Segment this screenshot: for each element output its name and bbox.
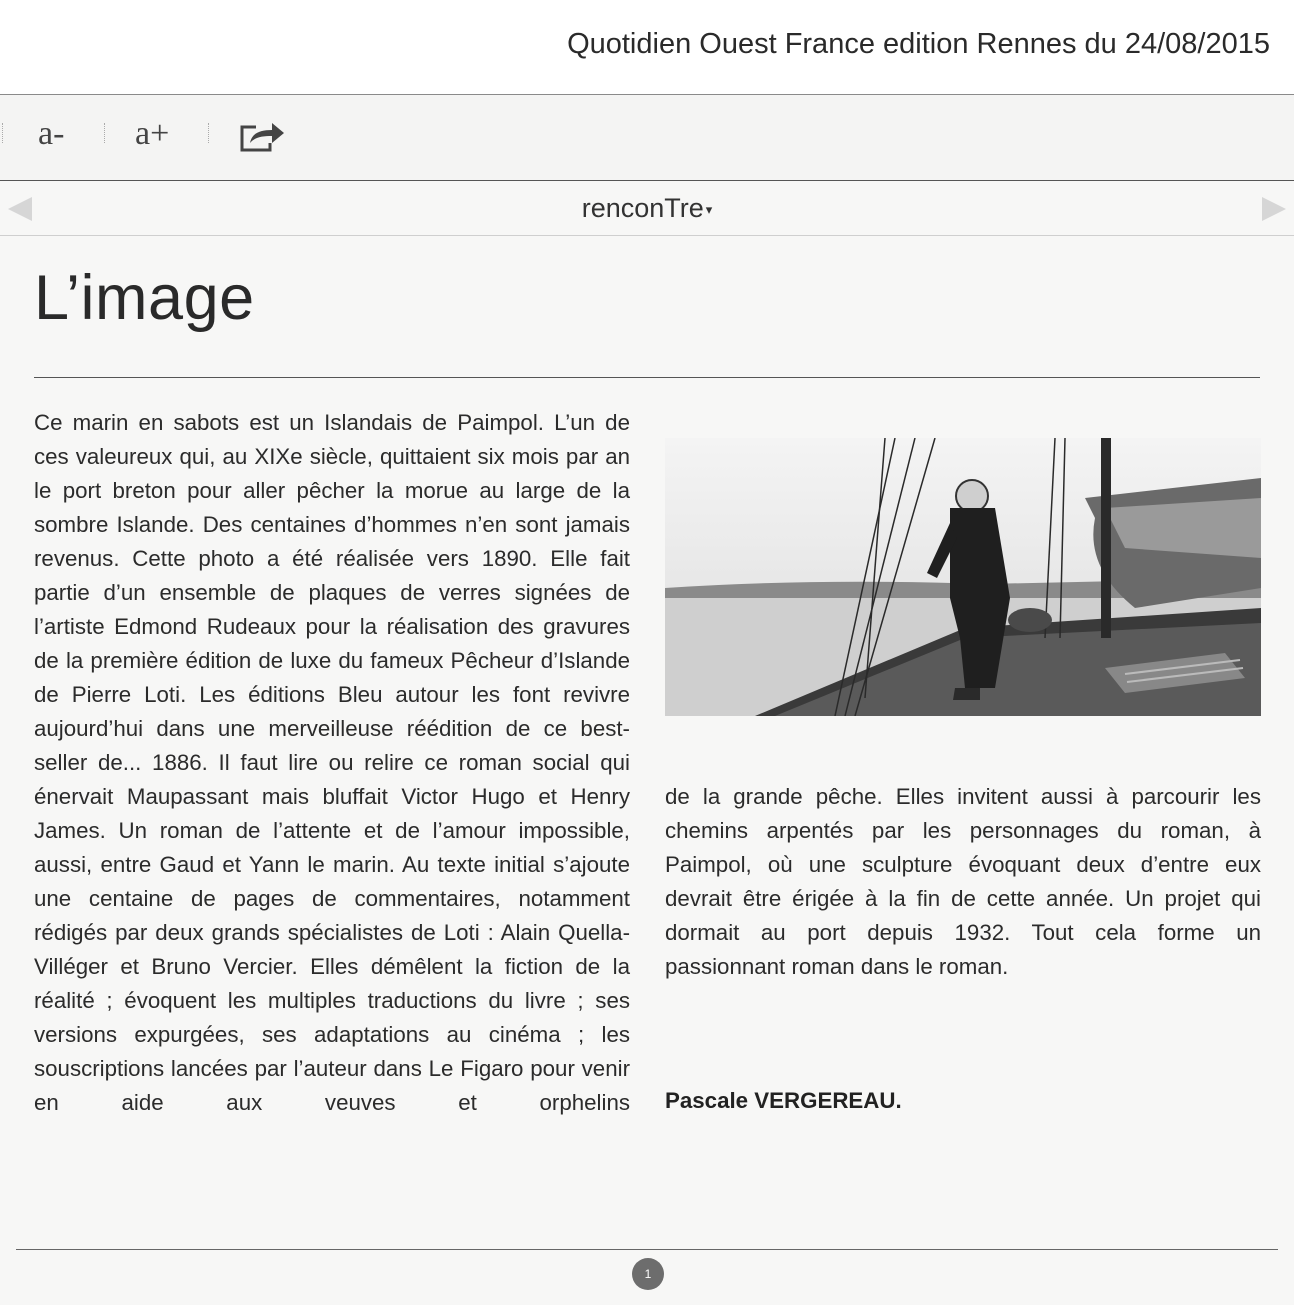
toolbar-divider: [208, 123, 210, 143]
share-button[interactable]: [238, 119, 288, 153]
article-body-left: Ce marin en sabots est un Islandais de Paimpol. L’un de ces valeureux qui, au XIXe siècle, quittaient six mois par an le port breton pour aller pêcher la morue au large de la sombre Islande. Des centaines d’hommes n’en sont jamais revenus. Cette photo a été réalisée vers 1890. Elle fait partie d’un ensemble de plaques de verres signées de l’artiste Edmond Rudeaux pour la réalisation des gravures de la première édition de luxe du fameux Pêcheur d’Islande de Pierre Loti. Les éditions Bleu autour les font revivre aujourd’hui dans une merveilleuse réédition de ce best-seller de... 1886. Il faut lire ou relire ce roman social qui énervait Maupassant mais bluffait Victor Hugo et Henry James. Un roman de l’attente et de l’amour impossible, aussi, entre Gaud et Yann le marin. Au texte initial s’ajoute une centaine de pages de commentaires, notamment rédigés par deux grands spécialistes de Loti : Alain Quella-Villéger et Bruno Vercier. Elles démêlent la fiction de la réalité ; évoquent les multiples traductions du livre ; ses versions expurgées, ses adaptations au cinéma ; les souscriptions lancées par l’auteur dans Le Figaro pour venir en aide aux veuves et orphelins: [34, 410, 630, 1115]
arrow-right-icon[interactable]: [1262, 197, 1286, 221]
article-body-right: de la grande pêche. Elles invitent aussi à parcourir les chemins arpentés par les personnages du roman, à Paimpol, où une sculpture évoquant deux d’entre eux devrait être érigée à la fin de cette année. Un projet qui dormait au port depuis 1932. Tout cela forme un passionnant roman dans le roman.: [665, 784, 1261, 979]
article-author: Pascale VERGEREAU.: [665, 1088, 902, 1113]
footer-divider: [16, 1249, 1278, 1250]
share-icon: [238, 119, 288, 153]
toolbar-divider: [2, 123, 4, 143]
title-divider: [34, 377, 1260, 378]
chevron-down-icon: ▾: [705, 201, 713, 217]
article-title: L’image: [34, 263, 255, 333]
publication-title: Quotidien Ouest France edition Rennes du 24/08/2015: [567, 28, 1270, 60]
header-bar: [0, 0, 1294, 95]
font-increase-button[interactable]: a+: [135, 115, 170, 152]
section-label: renconTre: [581, 193, 704, 223]
font-decrease-button[interactable]: a-: [38, 115, 65, 152]
toolbar-divider: [104, 123, 106, 143]
section-dropdown[interactable]: [0, 193, 1294, 224]
page-indicator[interactable]: 1: [632, 1258, 664, 1290]
section-navigation: [0, 181, 1294, 236]
article-photo: [665, 438, 1261, 716]
toolbar: [0, 95, 1294, 181]
